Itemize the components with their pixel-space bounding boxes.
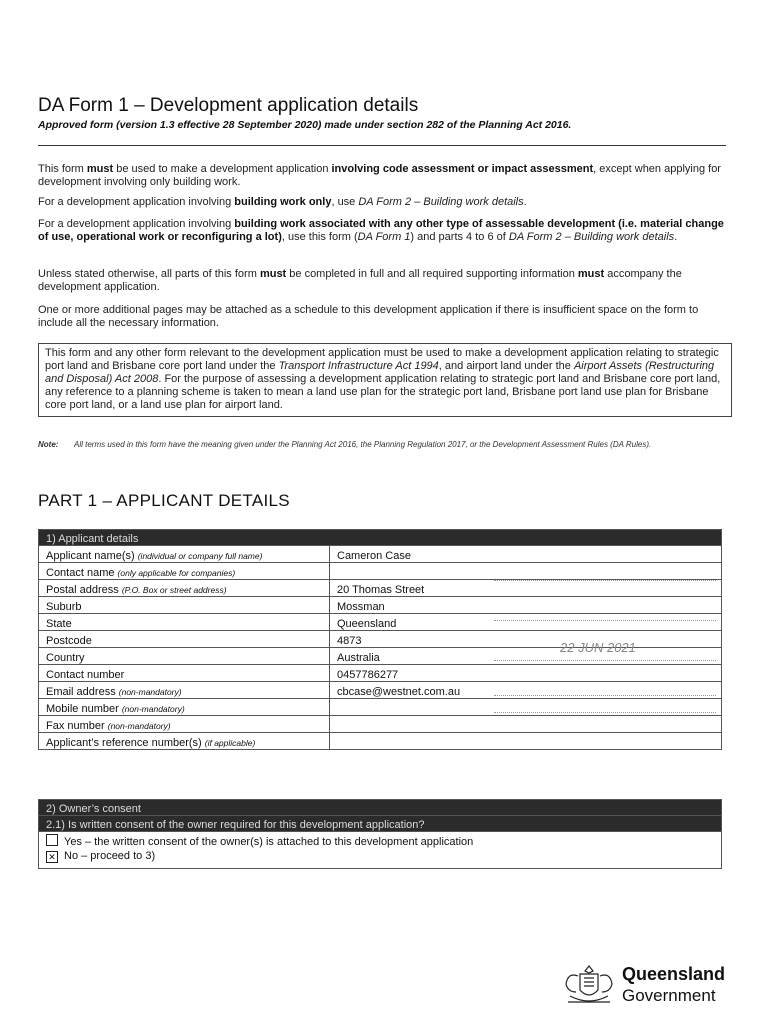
stamp-line [494,695,716,696]
stamp-line [494,620,716,621]
note-text: All terms used in this form have the meaning given under the Planning Act 2016, the Planning Regulation 2017, or the Development Assessment Rules (DA Rules). [74,440,652,449]
table-row: Suburb Mossman [39,597,722,614]
table-row: Contact number 0457786277 [39,665,722,682]
page-subtitle: Approved form (version 1.3 effective 28 September 2020) made under section 282 of the Planning Act 2016. [38,119,572,131]
consent-question: 2.1) Is written consent of the owner required for this development application? [39,816,722,832]
stamp-date: 22 JUN 2021 [560,640,636,655]
intro-paragraph-5: One or more additional pages may be attached as a schedule to this development application if there is insufficient space on the form to include all the necessary information. [38,304,699,329]
intro-paragraph-3: For a development application involving building work associated with any other type of assessable development (i.e. material change of use, operational work or reconfiguring a lot), use this form (DA Form 1) and parts 4 to 6 of DA Form 2 – Building work details. [38,218,724,243]
table-row: Postcode 4873 [39,631,722,648]
table-row: Contact name (only applicable for companies) [39,563,722,580]
intro-paragraph-1: This form must be used to make a development application involving code assessment or impact assessment, except when applying for development involving only building work. [38,163,721,188]
logo-line-1: Queensland [622,964,726,984]
contact-name-field[interactable] [330,563,722,580]
title-rule [38,145,726,146]
contact-number-field[interactable]: 0457786277 [330,665,722,682]
table-row: Email address (non-mandatory) cbcase@westnet.com.au [39,682,722,699]
email-field[interactable]: cbcase@westnet.com.au [330,682,722,699]
checkbox-no-icon[interactable]: ✕ [46,851,58,863]
checkbox-yes-icon[interactable] [46,834,58,846]
intro-paragraph-4: Unless stated otherwise, all parts of this form must be completed in full and all required supporting information must accompany the development application. [38,268,682,293]
consent-option-yes[interactable]: Yes – the written consent of the owner(s) is attached to this development application [46,834,716,849]
fax-number-field[interactable] [330,716,722,733]
consent-options [39,832,722,869]
table-row: State Queensland [39,614,722,631]
suburb-field[interactable]: Mossman [330,597,722,614]
table-row: Applicant’s reference number(s) (if applicable) [39,733,722,750]
port-land-notice: This form and any other form relevant to the development application must be used to make a development application relating to strategic port land and Brisbane core port land under the Transport Infrastructure Act 1994, and airport land under the Airport Assets (Restructuring and Disposal) Act 2008. For the purpose of assessing a development application relating to strategic port land and Brisbane core port land, any reference to a planning scheme is taken to mean a land use plan for the strategic port land, Brisbane port land use plan for Brisbane core port land, or a land use plan for airport land. [38,343,732,417]
owners-consent-section-header: 2) Owner’s consent [39,800,722,816]
part1-heading: PART 1 – APPLICANT DETAILS [38,491,290,510]
consent-option-no[interactable]: ✕ No – proceed to 3) [46,849,716,863]
applicant-name-field[interactable]: Cameron Case [330,546,722,563]
table-row: Mobile number (non-mandatory) [39,699,722,716]
applicant-details-section-header: 1) Applicant details [39,530,722,546]
note-label: Note: [38,440,59,449]
logo-line-2: Government [622,986,716,1005]
coat-of-arms-icon [560,962,618,1008]
stamp-line [494,580,716,581]
intro-paragraph-2: For a development application involving building work only, use DA Form 2 – Building work details. [38,196,527,208]
stamp-line [494,660,716,661]
table-row: Applicant name(s) (individual or company full name) Cameron Case [39,546,722,563]
country-field[interactable]: Australia [330,648,722,665]
page-title: DA Form 1 – Development application details [38,95,419,116]
owners-consent-table [38,799,722,869]
table-row: Fax number (non-mandatory) [39,716,722,733]
postal-address-field[interactable]: 20 Thomas Street [330,580,722,597]
reference-number-field[interactable] [330,733,722,750]
queensland-government-logo [560,962,725,1008]
state-field[interactable]: Queensland [330,614,722,631]
postcode-field[interactable]: 4873 [330,631,722,648]
stamp-line [494,712,716,713]
table-row: Postal address (P.O. Box or street address) 20 Thomas Street [39,580,722,597]
table-row: Country Australia [39,648,722,665]
terms-note [38,440,728,450]
